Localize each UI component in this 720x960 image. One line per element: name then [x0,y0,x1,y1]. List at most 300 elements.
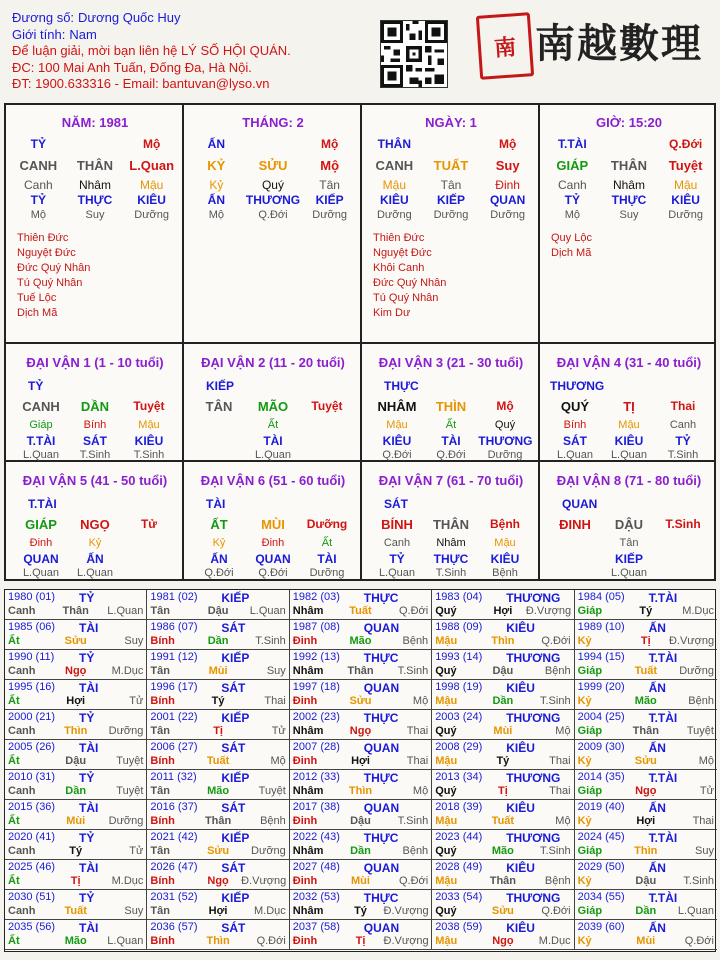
year-cell [575,890,717,920]
pillar-gods-cell: TỶ [30,193,46,207]
dai-van-god: THỰC [384,379,419,393]
dai-van-title: ĐẠI VẬN 2 (11 - 20 tuổi) [201,355,345,370]
chart-grid [4,103,716,581]
pillar-hidden-cell: Mậu [673,178,698,192]
year-row [578,635,714,647]
year-cell [575,860,717,890]
year-label: 2015 (36) [8,801,56,813]
dai-van-hidden [540,419,718,431]
year-god: T.TÀI [648,831,678,845]
year-cell [432,860,574,890]
pillar-top [184,137,362,151]
pillar-hidden [184,178,362,192]
dai-van-gods-cell: KIÊU [382,434,412,448]
dai-van-can-cell: MÃO [257,399,289,414]
year-label: 2005 (26) [8,741,56,753]
address-line: ĐC: 100 Mai Anh Tuấn, Đống Đa, Hà Nội. [12,59,252,75]
year-label: 2026 (47) [150,861,198,873]
pillar-can-cell: Suy [495,158,520,173]
year-chi: Tị [70,875,81,887]
year-cell [147,590,289,620]
year-can: Bính [150,815,175,827]
year-god: TÀI [79,921,99,935]
year-state: Tuyệt [116,755,144,767]
pillar-hidden-cell: Canh [23,178,53,192]
year-row [8,815,143,827]
year-can: Mậu [435,635,458,647]
year-label: 2002 (23) [292,711,340,723]
year-label: 1993 (14) [435,651,483,663]
year-state: Suy [695,845,714,857]
year-state: Tuyệt [116,785,144,797]
year-can: Quý [435,725,457,737]
dai-van-can [362,399,540,414]
year-row [293,635,428,647]
year-chi: Thìn [348,785,373,797]
year-cell [432,740,574,770]
year-can: Quý [435,605,457,617]
dai-van-can-cell: Tuyệt [133,399,165,413]
dai-van-god: THƯƠNG [550,379,605,393]
dai-van-god: TÀI [206,497,226,511]
year-can: Bính [150,635,175,647]
pillar-can-cell: L.Quan [129,158,175,173]
year-state: Bệnh [544,875,571,887]
year-can: Đinh [292,815,318,827]
year-state: Dưỡng [108,725,144,737]
dai-van-hidden-cell: Tân [619,537,639,549]
year-chi: Dậu [350,815,371,827]
dai-van-god: KIẾP [206,379,235,393]
year-god: THỰC [363,891,399,905]
year-god: T.TÀI [648,651,678,665]
year-row [435,635,570,647]
year-label: 2022 (43) [292,831,340,843]
year-god: TỶ [79,831,95,845]
dai-van-gods-cell: TÀI [317,552,337,566]
year-cell [5,590,147,620]
year-chi: Mão [349,635,372,647]
dai-van-states-cell: L.Quan [556,449,594,461]
year-god: T.TÀI [648,771,678,785]
pillar-states-cell: Mộ [208,209,224,221]
year-row [150,665,285,677]
pillar-gods-cell: THỰC [77,193,113,207]
year-state: Dưỡng [108,815,144,827]
dai-van-hidden [6,537,184,549]
pillar-top-cell [423,137,479,151]
dai-van-god: T.TÀI [28,497,57,511]
pillar-title: THÁNG: 2 [242,115,304,130]
year-state: Q.Đới [256,935,286,947]
year-can: Quý [435,845,457,857]
year-state: M.Dục [682,605,714,617]
dai-van-can [362,517,540,532]
year-row [293,845,428,857]
year-row [150,755,285,767]
pillar-gods-cell: ẤN [207,193,225,207]
year-row [435,695,570,707]
dai-van-hidden-cell: Bính [563,419,587,431]
year-can: Ất [8,815,20,827]
year-state: Đ.Vượng [525,605,572,617]
year-label: 2024 (45) [577,831,625,843]
year-god: SÁT [221,621,246,635]
dai-van-states-cell: Q.Đới [204,567,234,579]
year-cell [5,740,147,770]
dai-van-gods [362,434,540,448]
dai-van-can [184,399,362,414]
year-can: Tân [150,665,170,677]
year-chi: Thìn [64,725,88,737]
dai-van-hidden-cell: Kỷ [88,537,102,549]
year-chi: Ngọ [635,785,657,797]
dai-van-gods-cell: T.TÀI [26,434,56,448]
year-row [578,785,714,797]
year-chi: Dậu [492,665,514,677]
year-chi: Thân [347,665,374,677]
dai-van-hidden-cell: Mậu [494,537,516,549]
star-item: Đức Quý Nhân [373,277,447,289]
dai-van-can-cell: QUÝ [560,399,590,414]
dai-van-can-cell: Thai [670,399,696,413]
pillar-top-cell [67,137,123,151]
year-label: 1982 (03) [292,591,340,603]
year-row [435,935,570,947]
dai-van-can [540,399,718,414]
dai-van-can [184,517,362,532]
year-cell [5,860,147,890]
year-state: T.Sinh [397,665,429,677]
year-state: Bệnh [260,815,286,827]
pillar-states-cell: Dưỡng [134,209,170,221]
year-can: Đinh [292,695,318,707]
year-can: Kỷ [577,875,592,887]
year-can: Nhâm [292,845,324,857]
year-state: L.Quan [677,905,714,917]
year-state: Mộ [555,725,571,737]
year-cell [575,650,717,680]
pillar-top-cell: Mộ [142,137,161,151]
year-state: T.Sinh [540,845,571,857]
year-state: M.Dục [111,875,144,887]
pillar-gods-cell: KIÊU [671,193,700,207]
year-god: TÀI [79,681,99,695]
year-chi: Sửu [64,635,87,647]
year-label: 2032 (53) [292,891,340,903]
year-chi: Dần [350,845,371,857]
year-god: QUAN [363,921,400,935]
pillar-hidden-cell: Mậu [139,178,164,192]
year-god: SÁT [221,921,246,935]
year-chi: Sửu [207,845,230,857]
year-chi: Dậu [65,755,87,767]
year-cell [575,800,717,830]
year-can: Ất [8,875,20,887]
year-row [435,905,570,917]
dai-van-2 [184,344,362,463]
dai-van-gods-cell: SÁT [82,434,107,448]
dai-van-hidden-cell: Canh [669,419,697,431]
star-item: Tuế Lộc [17,292,57,304]
year-chi: Tuất [349,605,372,617]
year-label: 1985 (06) [8,621,56,633]
dai-van-hidden-cell [122,537,175,549]
pillar-gods [540,193,718,207]
year-cell [575,620,717,650]
year-row [293,755,428,767]
year-chi: Tý [354,905,367,917]
year-state: Mộ [412,785,429,797]
pillar-top-cell [601,137,657,151]
year-row [150,725,285,737]
dai-van-gods-cell [122,552,175,566]
year-state: L.Quan [249,605,286,617]
year-row [8,875,143,887]
year-god: T.TÀI [648,591,678,605]
seal-stamp [476,12,534,80]
year-cell [147,680,289,710]
year-cell [432,890,574,920]
year-label: 2016 (37) [150,801,198,813]
year-state: Q.Đới [398,605,429,617]
year-god: SÁT [221,681,246,695]
pillar-top-cell: THÂN [377,137,411,151]
dai-van-gods [540,552,718,566]
pillar-2 [362,105,540,345]
year-can: Quý [435,905,457,917]
year-state: Mộ [698,755,714,767]
contact-line: Để luận giải, mời bạn liên hệ LÝ SỐ HỘI QUÁN. [12,43,291,58]
year-chi: Thân [62,605,89,617]
year-label: 2008 (29) [435,741,483,753]
year-can: Mậu [435,815,458,827]
dai-van-can-cell: ĐINH [559,517,591,532]
year-cell [5,620,147,650]
dai-van-gods-cell: TỶ [389,552,405,566]
year-row [435,665,570,677]
year-can: Kỷ [577,755,592,767]
year-can: Tân [150,845,170,857]
year-label: 1990 (11) [8,651,55,663]
year-cell [290,740,432,770]
year-row [8,935,143,947]
dai-van-hidden-cell: Canh [383,537,411,549]
year-cell [575,770,717,800]
year-god: T.TÀI [648,711,678,725]
pillar-top-cell: TỶ [30,137,46,151]
year-cell [432,590,574,620]
dai-van-can-cell: THÌN [435,399,467,414]
year-label: 2025 (46) [8,861,56,873]
year-label: 1987 (08) [292,621,340,633]
year-can: Mậu [435,875,458,887]
star-item: Kim Dư [373,307,411,319]
dai-van-states [362,449,540,461]
year-state: L.Quan [107,935,144,947]
year-state: Tuyệt [258,785,286,797]
year-cell [575,590,717,620]
pillar-title: GIỜ: 15:20 [595,115,662,130]
year-state: Đ.Vượng [241,875,287,887]
year-can: Ất [8,635,20,647]
year-can: Canh [8,725,36,737]
year-god: ẤN [648,861,666,875]
year-cell [432,620,574,650]
dai-van-gods-cell [656,552,709,566]
name-value: Dương Quốc Huy [78,10,181,25]
dai-van-states-cell: T.Sinh [133,449,165,461]
year-chi: Hợi [208,905,228,917]
year-chi: Mùi [351,875,370,887]
year-state: Suy [266,665,286,677]
year-can: Giáp [577,605,603,617]
pillar-title: NĂM: 1981 [61,115,129,130]
year-can: Canh [8,845,36,857]
dai-van-can [540,517,718,532]
year-cell [290,920,432,950]
year-can: Nhâm [292,725,324,737]
year-chi: Tý [211,695,225,707]
year-god: KIẾP [221,651,250,665]
dai-van-hidden-cell: Kỷ [212,537,226,549]
year-label: 2030 (51) [8,891,56,903]
year-god: ẤN [648,681,666,695]
year-state: Q.Đới [541,635,571,647]
year-god: QUAN [363,681,400,695]
dai-van-title: ĐẠI VẬN 4 (31 - 40 tuổi) [556,355,702,370]
year-cell [147,920,289,950]
year-state: Mộ [555,815,571,827]
year-row [578,905,714,917]
year-row [578,725,714,737]
year-can: Đinh [292,755,318,767]
year-can: Ất [8,935,20,947]
year-cell [432,650,574,680]
year-cell [5,710,147,740]
year-label: 1994 (15) [577,651,625,663]
dai-van-states-cell: T.Sinh [79,449,111,461]
year-cell [432,770,574,800]
year-row [578,605,714,617]
year-label: 2011 (32) [150,771,197,783]
year-can: Đinh [292,875,318,887]
year-label: 1980 (01) [8,591,56,603]
year-god: T.TÀI [648,891,678,905]
pillar-hidden-cell: Nhâm [78,178,111,192]
dai-van-can-cell: CANH [22,399,60,414]
year-god: THƯƠNG [506,651,561,665]
dai-van-gods-cell: KIÊU [134,434,164,448]
pillar-can-cell: TUẤT [433,158,469,173]
year-chi: Tị [640,635,651,647]
year-can: Mậu [435,755,458,767]
year-state: Q.Đới [684,935,714,947]
pillar-hidden-cell: Nhâm [612,178,645,192]
year-row [578,665,714,677]
year-row [293,785,428,797]
year-chi: Tý [639,605,653,617]
year-chi: Ngọ [492,935,514,947]
dai-van-6 [184,462,362,581]
dai-van-1 [6,344,184,463]
dai-van-can-cell: T.Sinh [665,517,701,531]
year-god: ẤN [648,801,666,815]
year-god: TÀI [79,861,99,875]
year-chi: Sửu [349,695,372,707]
year-label: 2001 (22) [150,711,198,723]
year-label: 2038 (59) [435,921,483,933]
dai-van-gods [362,552,540,566]
year-label: 2039 (60) [577,921,625,933]
dai-van-can-cell: DẬU [614,517,644,532]
year-label: 1992 (13) [292,651,340,663]
year-god: THỰC [363,711,399,725]
year-can: Mậu [435,695,458,707]
pillar-top-cell: ẤN [207,137,225,151]
year-god: THỰC [363,771,399,785]
pillar-top [6,137,184,151]
dai-van-states-cell: Q.Đới [436,449,466,461]
dai-van-states [6,449,184,461]
star-item: Nguyệt Đức [17,247,76,259]
year-can: Canh [8,785,36,797]
star-item: Nguyệt Đức [373,247,432,259]
year-state: Tử [271,725,286,737]
year-state: T.Sinh [397,815,429,827]
pillar-states-cell: Dưỡng [668,209,704,221]
year-god: KIÊU [506,921,535,935]
year-chi: Tuất [64,905,87,917]
dai-van-states-cell [122,567,175,579]
year-can: Bính [150,935,175,947]
year-row [8,665,143,677]
dai-van-gods-cell: SÁT [562,434,587,448]
year-chi: Thìn [206,935,230,947]
dai-van-gods [540,434,718,448]
dai-van-states-cell: L.Quan [610,567,648,579]
year-state: Tử [129,695,144,707]
dai-van-hidden-cell: Bính [83,419,107,431]
year-state: T.Sinh [255,635,286,647]
dai-van-hidden-cell: Ất [267,419,279,431]
pillar-hidden-cell: Mậu [382,178,406,192]
year-god: THƯƠNG [506,591,561,605]
year-state: M.Dục [538,935,571,947]
year-label: 1986 (07) [150,621,198,633]
year-cell [5,770,147,800]
year-cell [147,830,289,860]
year-chi: Dần [635,905,657,917]
year-can: Canh [8,605,36,617]
year-cell [5,680,147,710]
year-god: KIÊU [506,861,535,875]
year-chi: Tuất [206,755,230,767]
dai-van-can-cell: GIÁP [25,517,57,532]
year-chi: Sửu [634,755,657,767]
year-god: KIẾP [221,711,250,725]
year-label: 1991 (12) [150,651,198,663]
year-label: 2033 (54) [435,891,483,903]
dai-van-states-cell: L.Quan [22,567,60,579]
dai-van-hidden-cell: Mậu [618,419,640,431]
year-chi: Mùi [636,935,656,947]
dai-van-hidden-cell [300,419,353,431]
dai-van-can-cell: THÂN [432,517,470,532]
pillar-can-cell: THÂN [610,158,648,173]
year-cell [147,740,289,770]
dai-van-states-cell: L.Quan [610,449,648,461]
